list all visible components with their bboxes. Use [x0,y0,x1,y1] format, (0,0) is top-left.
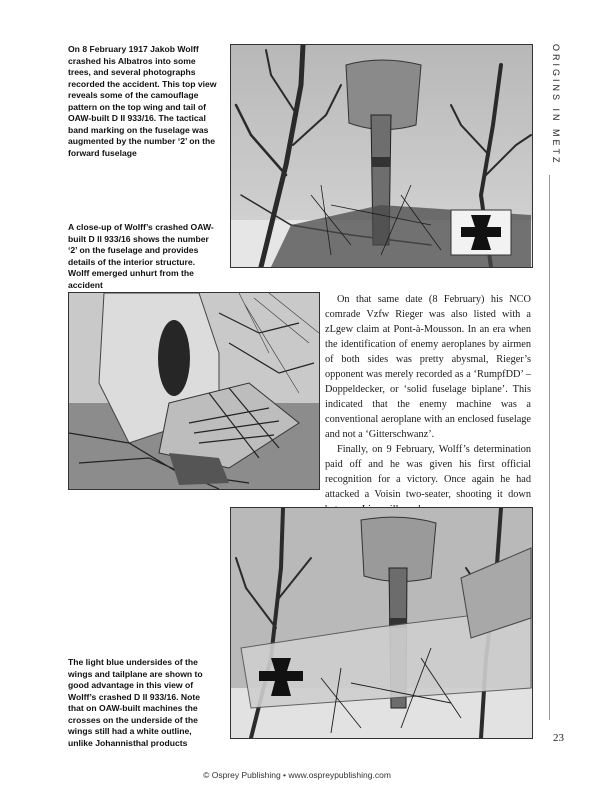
photo-crash-top-view [230,44,533,268]
photo-crash-underside-view [230,507,533,739]
running-head-text: ORIGINS IN METZ [551,44,561,166]
photo-crash-close-up [68,292,320,490]
footer-copyright: © Osprey Publishing • www.ospreypublishing.com [203,770,391,780]
caption-underside-view: The light blue undersides of the wings and tailplane are shown to good advantage in this view of Wolff’s crashed D II 933/16. Note that on OAW-built machines the crosses on the underside of the wings still had a white outline, unlike Johannisthal products [68,657,203,748]
caption-close-up: A close-up of Wolff’s crashed OAW-built D II 933/16 shows the number ‘2’ on the fuselage and provides details of the interior structure. Wolff emerged unhurt from the accident [68,222,214,290]
side-rule-divider [549,175,550,720]
body-paragraph-2: Finally, on 9 February, Wolff’s determination paid off and he was given his first official recognition for a victory. Once again he had attacked a Voisin two-seater, shooting it down [325,444,531,500]
caption-top-view: On 8 February 1917 Jakob Wolff crashed his Albatros into some trees, and several photographs recorded the accident. This top view reveals some of the camouflage pattern on the top wing and tail of OAW-built D II 933/16. The tactical band marking on the fuselage was augmented by the number ‘2’ on the forward fuselage [68,44,217,158]
running-head [543,44,569,224]
body-paragraph-1: On that same date (8 February) his NCO comrade Vzfw Rieger was also listed with a zLgew claim at Pont-à-Mousson. In an era when the identification of enemy aeroplanes by airmen of both sides was pretty abysmal, Rieger’s opponent was merely recorded as a ‘RumpfDD’ – Doppeldecker, or ‘solid fuselage biplane’. This indicated that the enemy machine was a conventional aeroplane with an enclosed fuselage and not a ‘Gitterschwanz’. [325,294,531,440]
page-number: 23 [553,732,564,744]
body-text [325,292,531,517]
